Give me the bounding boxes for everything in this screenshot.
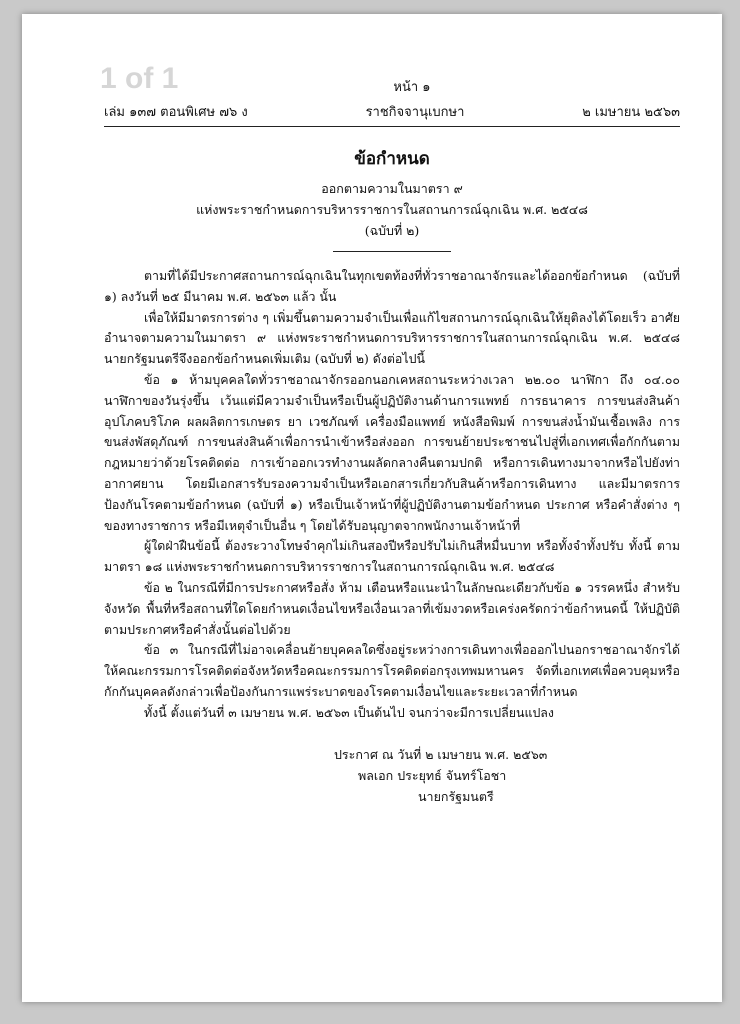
gazette-header	[104, 101, 680, 127]
subtitle-line: (ฉบับที่ ๒)	[364, 223, 420, 238]
document-page	[22, 14, 722, 1002]
page-counter: 1 of 1	[100, 62, 179, 95]
document-subtitle	[104, 178, 680, 241]
subtitle-line: แห่งพระราชกำหนดการบริหารราชการในสถานการณ์ฉุกเฉิน พ.ศ. ๒๕๔๘	[196, 202, 588, 217]
paragraph: เพื่อให้มีมาตรการต่าง ๆ เพิ่มขึ้นตามความจำเป็นเพื่อแก้ไขสถานการณ์ฉุกเฉินให้ยุติลงได้โดยเร็ว อาศัยอำนาจตามความในมาตรา ๙ แห่งพระราชกำหนดการบริหารราชการในสถานการณ์ฉุกเฉิน พ.ศ. ๒๕๔๘ นายกรัฐมนตรีจึงออกข้อกำหนดเพิ่มเติม (ฉบับที่ ๒) ดังต่อไปนี้	[104, 309, 680, 367]
subtitle-line: ออกตามความในมาตรา ๙	[321, 181, 463, 196]
header-publication: ราชกิจจานุเบกษา	[365, 105, 465, 120]
paragraph: ทั้งนี้ ตั้งแต่วันที่ ๓ เมษายน พ.ศ. ๒๕๖๓ เป็นต้นไป จนกว่าจะมีการเปลี่ยนแปลง	[144, 704, 554, 720]
paragraph: ข้อ ๑ ห้ามบุคคลใดทั่วราชอาณาจักรออกนอกเคหสถานระหว่างเวลา ๒๒.๐๐ นาฬิกา ถึง ๐๔.๐๐ นาฬิกาของวันรุ่งขึ้น เว้นแต่มีความจำเป็นหรือเป็นผู้ปฏิบัติงานด้านการแพทย์ การธนาคาร การขนส่งสินค้าอุปโภคบริโภค ผลผลิตการเกษตร ยา เวชภัณฑ์ เครื่องมือแพทย์ หนังสือพิมพ์ การขนส่งน้ำมันเชื้อเพลิง การขนส่งพัสดุภัณฑ์ การขนส่งสินค้าเพื่อการนำเข้าหรือส่งออก การขนย้ายประชาชนไปสู่ที่เอกเทศเพื่อกักกันตามกฎหมายว่าด้วยโรคติดต่อ การเข้าออกเวรทำงานผลัดกลางคืนตามปกติ หรือการเดินทางมาจากหรือไปยังท่าอากาศยาน โดยมีเอกสารรับรองความจำเป็นหรือเอกสารเกี่ยวกับสินค้าหรือการเดินทาง และมีมาตรการป้องกันโรคตามข้อกำหนด (ฉบับที่ ๑) หรือเป็นเจ้าหน้าที่ผู้ปฏิบัติงานตามข้อกำหนด ประกาศ หรือคำสั่งต่าง ๆ ของทางราชการ หรือมีเหตุจำเป็นอื่น ๆ โดยได้รับอนุญาตจากพนักงานเจ้าหน้าที่	[104, 371, 680, 533]
paragraph: ข้อ ๒ ในกรณีที่มีการประกาศหรือสั่ง ห้าม เตือนหรือแนะนำในลักษณะเดียวกับข้อ ๑ วรรคหนึ่ง สำหรับจังหวัด พื้นที่หรือสถานที่ใดโดยกำหนดเงื่อนไขหรือเงื่อนเวลาที่เข้มงวดหรือเคร่งครัดกว่าข้อกำหนดนี้ ให้ปฏิบัติตามประกาศหรือคำสั่งนั้นต่อไปด้วย	[104, 579, 680, 637]
header-volume: เล่ม ๑๓๗ ตอนพิเศษ ๗๖ ง	[104, 105, 248, 120]
signature-announced: ประกาศ ณ วันที่ ๒ เมษายน พ.ศ. ๒๕๖๓	[334, 746, 548, 762]
paragraph: ตามที่ได้มีประกาศสถานการณ์ฉุกเฉินในทุกเขตท้องที่ทั่วราชอาณาจักรและได้ออกข้อกำหนด (ฉบับที่ ๑) ลงวันที่ ๒๕ มีนาคม พ.ศ. ๒๕๖๓ แล้ว นั้น	[104, 268, 680, 304]
title-divider	[333, 251, 451, 252]
header-date: ๒ เมษายน ๒๕๖๓	[582, 105, 680, 120]
signature-name: พลเอก ประยุทธ์ จันทร์โอชา	[358, 767, 507, 783]
document-content	[104, 76, 680, 807]
signature-block	[334, 744, 680, 807]
document-title: ข้อกำหนด	[354, 149, 430, 169]
header-page-number: หน้า ๑	[393, 80, 431, 95]
paragraph: ข้อ ๓ ในกรณีที่ไม่อาจเคลื่อนย้ายบุคคลใดซึ่งอยู่ระหว่างการเดินทางเพื่อออกไปนอกราชอาณาจักรได้ ให้คณะกรรมการโรคติดต่อจังหวัดหรือคณะกรรมการโรคติดต่อกรุงเทพมหานคร จัดที่เอกเทศเพื่อควบคุมหรือกักกันบุคคลดังกล่าวเพื่อป้องกันการแพร่ระบาดของโรคตามเงื่อนไขและระยะเวลาที่กำหนด	[104, 642, 680, 699]
signature-position: นายกรัฐมนตรี	[418, 788, 494, 804]
paragraph: ผู้ใดฝ่าฝืนข้อนี้ ต้องระวางโทษจำคุกไม่เกินสองปีหรือปรับไม่เกินสี่หมื่นบาท หรือทั้งจำทั้งปรับ ทั้งนี้ ตามมาตรา ๑๘ แห่งพระราชกำหนดการบริหารราชการในสถานการณ์ฉุกเฉิน พ.ศ. ๒๕๔๘	[104, 538, 680, 575]
